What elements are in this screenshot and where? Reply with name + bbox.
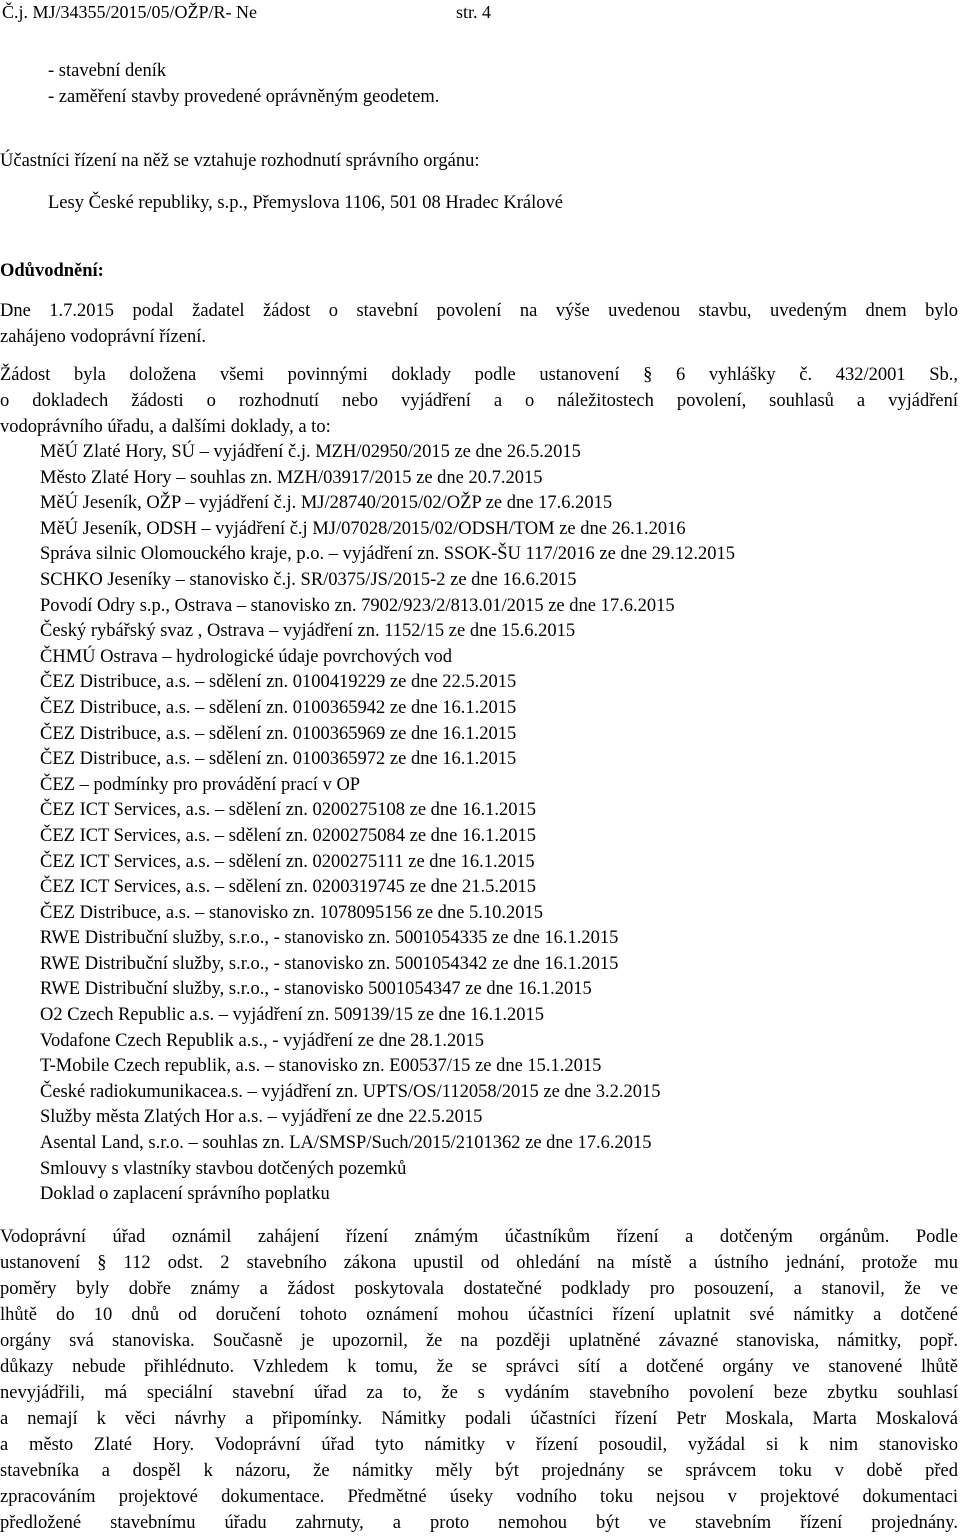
document-item: ČEZ ICT Services, a.s. – sdělení zn. 0200319745 ze dne 21.5.2015 [40, 877, 536, 898]
document-item: ČEZ – podmínky pro provádění prací v OP [40, 774, 361, 795]
reference-number: Č.j. MJ/34355/2015/05/OŽP/R- Ne [2, 2, 258, 22]
document-item: Správa silnic Olomouckého kraje, p.o. – vyjádření zn. SSOK-ŠU 117/2016 ze dne 29.12.2015 [40, 544, 736, 565]
document-item: Český rybářský svaz , Ostrava – vyjádření zn. 1152/15 ze dne 15.6.2015 [40, 621, 576, 642]
document-item: Smlouvy s vlastníky stavbou dotčených pozemků [40, 1158, 407, 1179]
document-item: Vodafone Czech Republik a.s., - vyjádření ze dne 28.1.2015 [40, 1030, 485, 1051]
participants-section [0, 148, 958, 216]
text-line: zahájeno vodoprávní řízení. [0, 327, 206, 347]
document-item: MěÚ Jeseník, OŽP – vyjádření č.j. MJ/28740/2015/02/OŽP ze dne 17.6.2015 [40, 493, 613, 514]
document-item: ČEZ ICT Services, a.s. – sdělení zn. 0200275084 ze dne 16.1.2015 [40, 825, 536, 846]
text-line: Dne 1.7.2015 podal žadatel žádost o stavební povolení na výše uvedenou stavbu, uvedeným dnem bylo [0, 301, 958, 321]
list-item: - stavební deník [48, 61, 167, 81]
text-line: ustanovení § 112 odst. 2 stavebního zákona upustil od ohledání na místě a ústního jednání, protože mu [0, 1253, 958, 1273]
text-line: lhůtě do 10 dnů od doručení tohoto oznámení mohou účastníci řízení uplatnit své námitky a dotčené [0, 1305, 958, 1325]
document-item: Asental Land, s.r.o. – souhlas zn. LA/SMSP/Such/2015/2101362 ze dne 17.6.2015 [40, 1133, 652, 1154]
text-line: vodoprávního úřadu, a dalšími doklady, a to: [0, 417, 331, 437]
document-item: ČEZ Distribuce, a.s. – sdělení zn. 0100365942 ze dne 16.1.2015 [40, 697, 517, 718]
document-item: MěÚ Zlaté Hory, SÚ – vyjádření č.j. MZH/02950/2015 ze dne 26.5.2015 [40, 442, 581, 462]
document-item: T-Mobile Czech republik, a.s. – stanovisko zn. E00537/15 ze dne 15.1.2015 [40, 1056, 602, 1077]
text-line: Vodoprávní úřad oznámil zahájení řízení známým účastníkům řízení a dotčeným orgánům. Podle [0, 1227, 958, 1247]
page-header [2, 2, 492, 23]
reasoning-paragraph-1 [0, 298, 958, 350]
attachment-list [0, 58, 958, 110]
text-line: orgány svá stanoviska. Současně je upozornil, že na později uplatněné závazné stanoviska, námitky, popř. [0, 1331, 958, 1351]
document-item: ČHMÚ Ostrava – hydrologické údaje povrchových vod [40, 646, 453, 667]
text-line: poměry byly dobře známy a žádost poskytovala dostatečné podklady pro posouzení, a stanovil, že ve [0, 1279, 958, 1299]
document-item: ČEZ Distribuce, a.s. – stanovisko zn. 1078095156 ze dne 5.10.2015 [40, 902, 544, 923]
text-line: o dokladech žádosti o rozhodnutí nebo vyjádření a o náležitostech povolení, souhlasů a vyjádření [0, 391, 958, 411]
document-item: ČEZ ICT Services, a.s. – sdělení zn. 0200275111 ze dne 16.1.2015 [40, 851, 535, 872]
participant-item: Lesy České republiky, s.p., Přemyslova 1106, 501 08 Hradec Králové [48, 193, 563, 213]
page-number: str. 4 [456, 2, 492, 22]
participants-heading: Účastníci řízení na něž se vztahuje rozhodnutí správního orgánu: [0, 151, 480, 171]
document-item: ČEZ ICT Services, a.s. – sdělení zn. 0200275108 ze dne 16.1.2015 [40, 800, 536, 821]
reasoning-section [0, 258, 958, 440]
document-item: SCHKO Jeseníky – stanovisko č.j. SR/0375/JS/2015-2 ze dne 16.6.2015 [40, 569, 577, 590]
final-paragraph [0, 1224, 958, 1536]
document-item: ČEZ Distribuce, a.s. – sdělení zn. 0100419229 ze dne 22.5.2015 [40, 672, 517, 693]
text-line: a město Zlaté Hory. Vodoprávní úřad tyto námitky v řízení posoudil, vyžádal si k nim stanovisko [0, 1435, 958, 1455]
text-line: zpracováním projektové dokumentace. Předmětné úseky vodního toku nejsou v projektové dokumentaci [0, 1487, 958, 1507]
reasoning-paragraph-2 [0, 362, 958, 440]
document-item: O2 Czech Republic a.s. – vyjádření zn. 509139/15 ze dne 16.1.2015 [40, 1005, 545, 1026]
text-line: důkazy nebude přihlédnuto. Vzhledem k tomu, že se správci sítí a dotčené orgány ve stanovené lhůtě [0, 1357, 958, 1377]
document-item: České radiokumunikacea.s. – vyjádření zn. UPTS/OS/112058/2015 ze dne 3.2.2015 [40, 1081, 661, 1102]
document-item: MěÚ Jeseník, ODSH – vyjádření č.j MJ/07028/2015/02/ODSH/TOM ze dne 26.1.2016 [40, 518, 686, 539]
document-item: Služby města Zlatých Hor a.s. – vyjádření ze dne 22.5.2015 [40, 1107, 483, 1128]
document-item: RWE Distribuční služby, s.r.o., - stanovisko 5001054347 ze dne 16.1.2015 [40, 979, 592, 1000]
document-item: ČEZ Distribuce, a.s. – sdělení zn. 0100365969 ze dne 16.1.2015 [40, 723, 517, 744]
document-item: ČEZ Distribuce, a.s. – sdělení zn. 0100365972 ze dne 16.1.2015 [40, 749, 517, 770]
text-line: předložené stavebnímu úřadu zahrnuty, a proto nemohou být ve stavebním řízení projednány. [0, 1513, 958, 1533]
document-item: RWE Distribuční služby, s.r.o., - stanovisko zn. 5001054335 ze dne 16.1.2015 [40, 928, 619, 949]
document-item: Doklad o zaplacení správního poplatku [40, 1184, 330, 1205]
document-item: Povodí Odry s.p., Ostrava – stanovisko zn. 7902/923/2/813.01/2015 ze dne 17.6.2015 [40, 595, 675, 616]
text-line: stavebníka a dospěl k názoru, že námitky měly být projednány se správcem toku v době před [0, 1461, 958, 1481]
documents-list [0, 440, 958, 1208]
text-line: a nemají k věci návrhy a připomínky. Námitky podali účastníci řízení Petr Moskala, Marta Moskalová [0, 1409, 958, 1429]
reasoning-heading: Odůvodnění: [0, 261, 104, 281]
document-item: RWE Distribuční služby, s.r.o., - stanovisko zn. 5001054342 ze dne 16.1.2015 [40, 953, 619, 974]
document-item: Město Zlaté Hory – souhlas zn. MZH/03917/2015 ze dne 20.7.2015 [40, 467, 543, 488]
text-line: nevyjádřili, má speciální stavební úřad za to, že s vydáním stavebního povolení beze zbytku souhlasí [0, 1383, 958, 1403]
list-item: - zaměření stavby provedené oprávněným geodetem. [48, 87, 440, 107]
text-line: Žádost byla doložena všemi povinnými doklady podle ustanovení § 6 vyhlášky č. 432/2001 Sb., [0, 365, 958, 385]
